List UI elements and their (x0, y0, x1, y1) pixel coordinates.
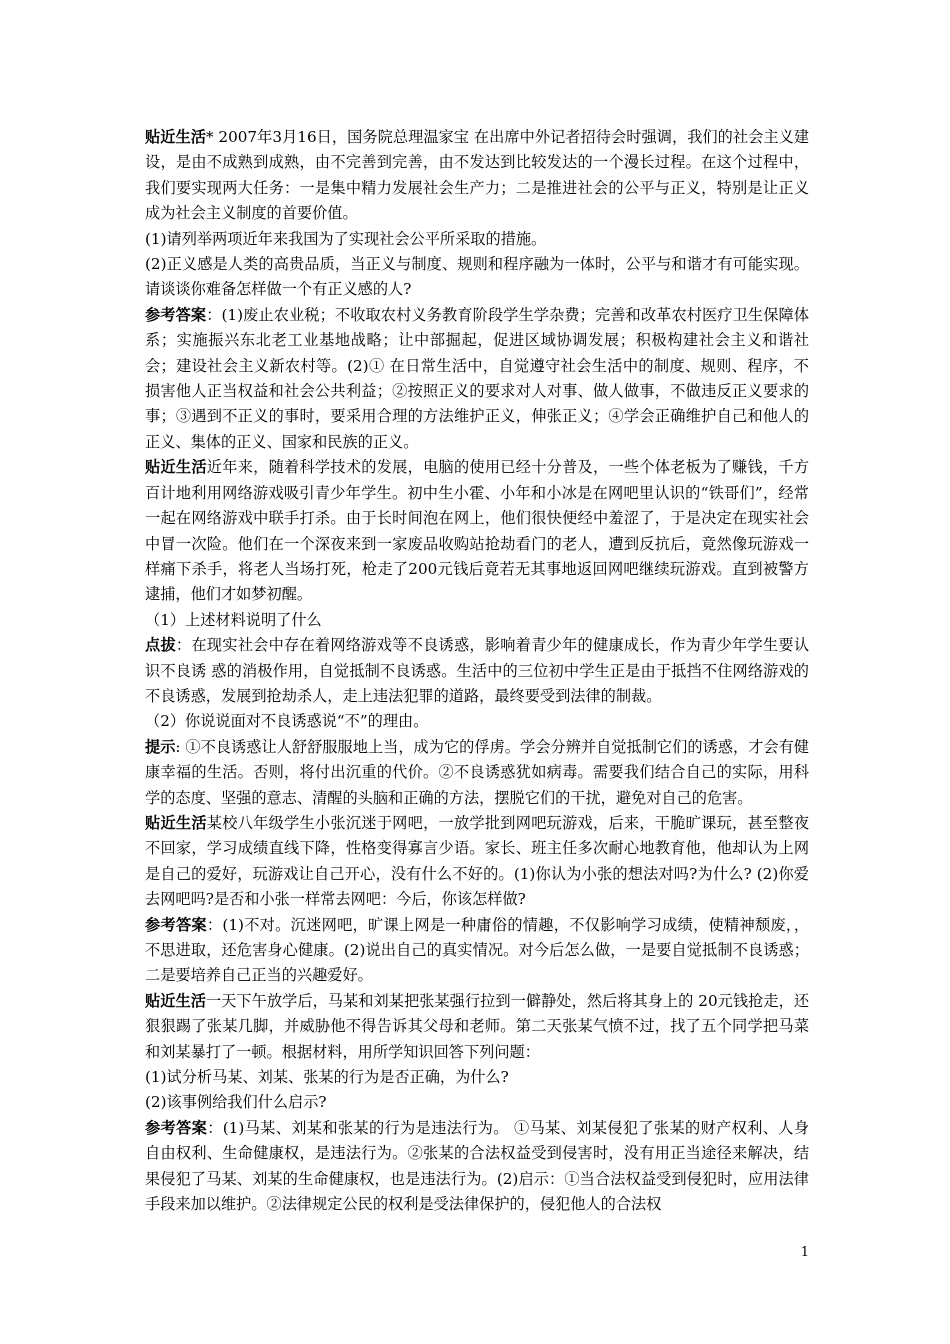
paragraph-text: : ①不良诱惑让人舒舒服服地上当，成为它的俘虏。学会分辨并自觉抵制它们的诱惑，才会有健康幸福的生活。否则，将付出沉重的代价。②不良诱惑犹如病毒。需要我们结合自己的实际，用科学的态度、坚强的意志、清醒的头脑和正确的方法，摆脱它们的干扰，避免对自己的危害。 (145, 737, 809, 807)
paragraph (145, 1116, 809, 1218)
paragraph-text: ：在现实社会中存在着网络游戏等不良诱惑，影响着青少年的健康成长，作为青少年学生要认识不良诱 惑的消极作用，自觉抵制不良诱惑。生活中的三位初中学生正是由于抵挡不住网络游戏的不良诱惑，发展到抢劫杀人，走上违法犯罪的道路，最终要受到法律的制裁。 (145, 636, 810, 705)
paragraph (145, 1090, 809, 1115)
paragraph-label: 贴近生活 (145, 991, 206, 1010)
paragraph-text: (1)试分析马某、刘某、张某的行为是否正确，为什么? (145, 1068, 509, 1087)
paragraph-text: （1）上述材料说明了什么 (145, 610, 322, 629)
paragraph-text: (2)正义感是人类的高贵品质，当正义与制度、规则和程序融为一体时，公平与和谐才有可能实现。请谈谈你难备怎样做一个有正义感的人? (145, 255, 809, 299)
paragraph-label: 参考答案 (145, 915, 207, 934)
paragraph-text: 近年来，随着科学技术的发展，电脑的使用已经十分普及，一些个体老板为了赚钱，千方百计地利用网络游戏吸引青少年学生。初中生小霍、小年和小冰是在网吧里认识的“铁哥们”，经常一起在网络游戏中联手打杀。由于长时间泡在网上，他们很快便经中羞涩了，于是决定在现实社会中冒一次险。他们在一个深夜来到一家废品收购站抢劫看门的老人，遭到反抗后，竟然像玩游戏一样痛下杀手，将老人当场打死，枪走了200元钱后竟若无其事地返回网吧继续玩游戏。直到被警方逮捕，他们才如梦初醒。 (145, 458, 810, 604)
paragraph-label: 参考答案 (145, 305, 207, 324)
paragraph-label: 贴近生活 (145, 458, 207, 477)
paragraph-text: 某校八年级学生小张沉迷于网吧，一放学批到网吧玩游戏，后来，干脆旷课玩，甚至整夜不回家，学习成绩直线下降，性格变得寡言少语。家长、班主任多次耐心地教育他，他却认为上网是自己的爱好，玩游戏让自己开心，没有什么不好的。(1)你认为小张的想法对吗?为什么? (2)你爱去网吧吗?是否和小张一样常去网吧：今后，你该怎样做? (145, 813, 810, 909)
paragraph-text: ：(1)废止农业税；不收取农村义务教育阶段学生学杂费；完善和改革农村医疗卫生保障体系；实施振兴东北老工业基地战略；让中部掘起，促进区域协调发展；积极构建社会主义和谐社会；建设社会主义新农村等。(2)① 在日常生活中，自觉遵守社会生活中的制度、规则、程序，不损害他人正当权益和社会公共利益；②按照正义的要求对人对事、做人做事，不做违反正义要求的事；③遇到不正义的事时，要采用合理的方法维护正义，伸张正义；④学会正确维护自己和他人的正义、集体的正义、国家和民族的正义。 (145, 305, 810, 451)
paragraph-label: 贴近生活 (145, 128, 206, 146)
paragraph (145, 227, 809, 252)
page-number: 1 (800, 1245, 809, 1260)
paragraph (145, 125, 809, 227)
paragraph (145, 608, 809, 633)
paragraph (145, 811, 809, 913)
paragraph (145, 913, 809, 989)
paragraph (145, 989, 809, 1065)
document-body (145, 125, 809, 1217)
paragraph (145, 709, 809, 734)
paragraph-label: 提示 (145, 737, 176, 756)
paragraph-text: (2)该事例给我们什么启示? (145, 1093, 327, 1112)
paragraph (145, 633, 809, 709)
paragraph-text: 一天下午放学后，马某和刘某把张某强行拉到一僻静处，然后将其身上的 20元钱抢走，还狠狠踢了张某几脚，并威胁他不得告诉其父母和老师。第二天张某气愤不过，找了五个同学把马菜和刘某暴打了一顿。根据材料，用所学知识回答下列问题： (145, 991, 810, 1061)
paragraph (145, 303, 809, 455)
paragraph (145, 735, 809, 811)
paragraph-label: 贴近生活 (145, 813, 207, 832)
paragraph (145, 252, 809, 303)
paragraph (145, 1065, 809, 1090)
paragraph-text: (1)请列举两项近年来我国为了实现社会公平所采取的措施。 (145, 229, 547, 248)
paragraph-label: 参考答案 (145, 1118, 208, 1137)
paragraph-text: ：(1)马某、刘某和张某的行为是违法行为。 ①马某、刘某侵犯了张某的财产权利、人身自由权利、生命健康权，是违法行为。②张某的合法权益受到侵害时，没有用正当途径来解决，结果侵犯了马某、刘某的生命健康权，也是违法行为。(2)启示：①当合法权益受到侵犯时，应用法律手段来加以维护。②法律规定公民的权利是受法律保护的，侵犯他人的合法权 (145, 1118, 810, 1214)
paragraph-text: * 2007年3月16日，国务院总理温家宝 在出席中外记者招待会时强调，我们的社会主义建设，是由不成熟到成熟，由不完善到完善，由不发达到比较发达的一个漫长过程。在这个过程中，我们要实现两大任务：一是集中精力发展社会生产力；二是推进社会的公平与正义，特别是让正义成为社会主义制度的首要价值。 (145, 128, 810, 223)
paragraph (145, 455, 809, 607)
paragraph-text: （2）你说说面对不良诱惑说“不”的理由。 (145, 712, 429, 731)
paragraph-label: 点拔 (145, 636, 176, 655)
paragraph-text: ：(1)不对。沉迷网吧，旷课上网是一种庸俗的情趣，不仅影响学习成绩，使精神颓废，，不思进取，还危害身心健康。(2)说出自己的真实情况。对今后怎么做，一是要自觉抵制不良诱惑；二是要培养自己正当的兴趣爱好。 (145, 915, 810, 985)
